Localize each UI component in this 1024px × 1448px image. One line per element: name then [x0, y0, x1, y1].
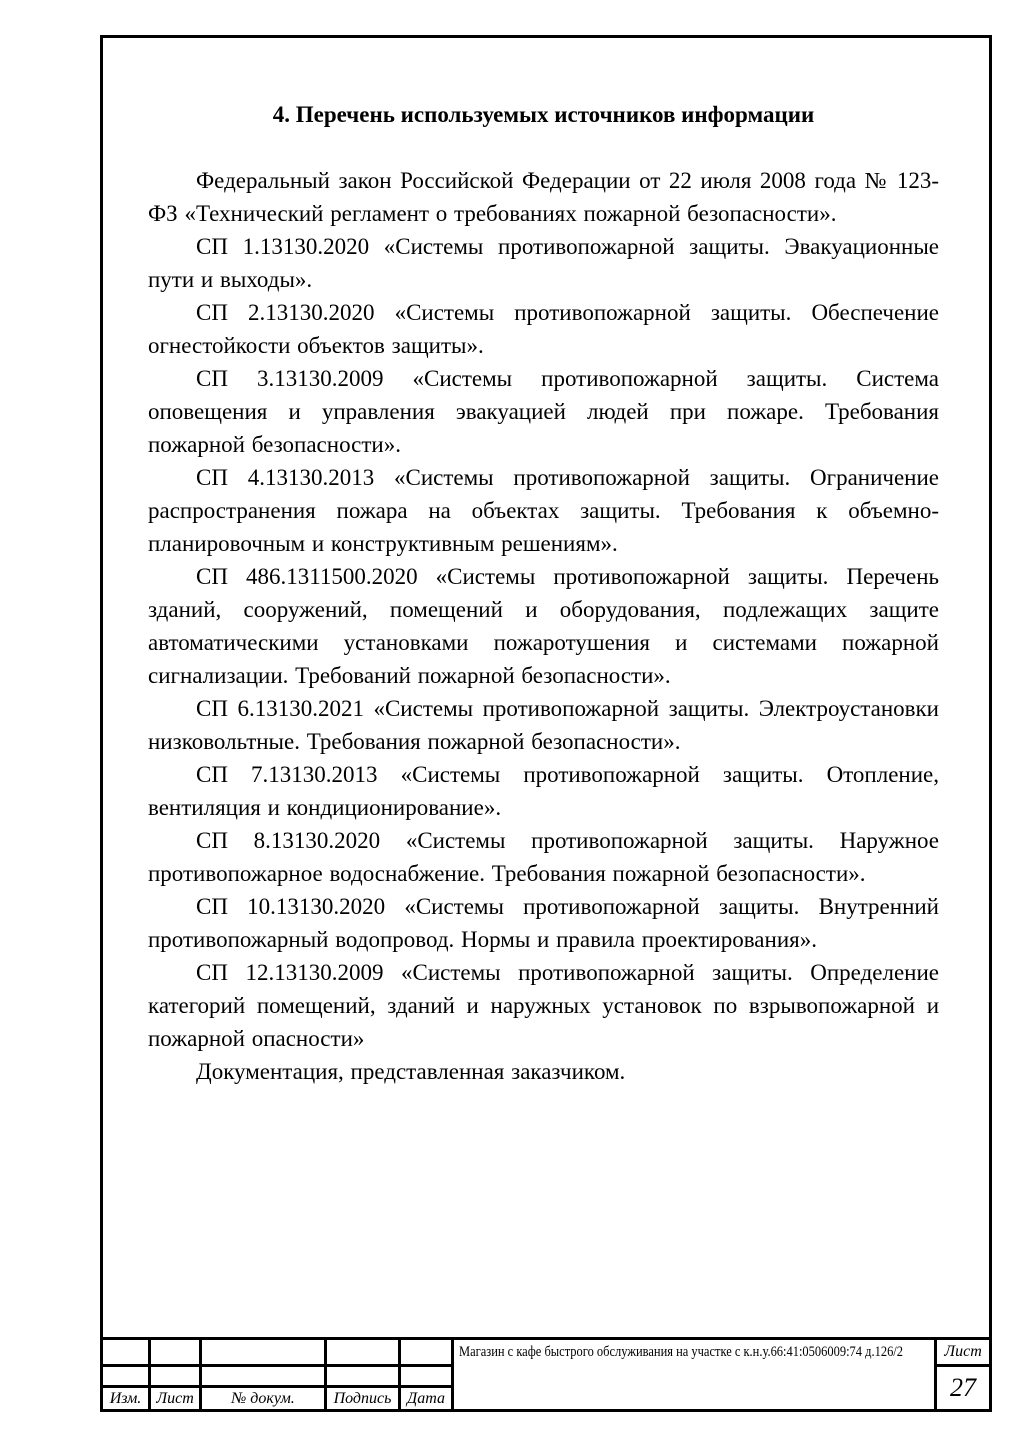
- reference-paragraph: СП 6.13130.2021 «Системы противопожарной защиты. Электроустановки низковольтные. Требования пожарной безопасности».: [148, 696, 939, 754]
- document-body: [148, 98, 939, 1088]
- reference-paragraph: Федеральный закон Российской Федерации от 22 июля 2008 года № 123-ФЗ «Технический регламент о требованиях пожарной безопасности».: [148, 168, 939, 226]
- section-title: 4. Перечень используемых источников информации: [272, 102, 815, 127]
- titleblock-empty-cell: [151, 1367, 199, 1385]
- reference-paragraph: СП 7.13130.2013 «Системы противопожарной защиты. Отопление, вентиляция и кондиционирование».: [148, 762, 939, 820]
- sheet-label-cell: Лист: [937, 1340, 989, 1364]
- project-name-cell: [454, 1340, 934, 1409]
- reference-paragraph: СП 486.1311500.2020 «Системы противопожарной защиты. Перечень зданий, сооружений, помещений и оборудования, подлежащих защите автоматическими установками пожаротушения и системами пожарной сигнализации. Требований пожарной безопасности».: [148, 564, 939, 688]
- reference-paragraph: СП 10.13130.2020 «Системы противопожарной защиты. Внутренний противопожарный водопровод. Нормы и правила проектирования».: [148, 894, 939, 952]
- reference-paragraph: СП 1.13130.2020 «Системы противопожарной защиты. Эвакуационные пути и выходы».: [148, 234, 939, 292]
- titleblock-empty-cell: [202, 1367, 324, 1385]
- column-header-podpis: Подпись: [327, 1388, 398, 1409]
- sheet-number: 27: [937, 1367, 989, 1409]
- references-list: [148, 164, 939, 1088]
- reference-paragraph: Документация, представленная заказчиком.: [196, 1059, 626, 1084]
- titleblock-empty-cell: [103, 1367, 148, 1385]
- titleblock-empty-cell: [327, 1340, 398, 1364]
- project-name-text: Магазин с кафе быстрого обслуживания на участке с к.н.у.66:41:0506009:74 д.126/2: [459, 1344, 904, 1360]
- titleblock-empty-cell: [151, 1340, 199, 1364]
- titleblock-empty-cell: [327, 1367, 398, 1385]
- titleblock-empty-cell: [401, 1367, 451, 1385]
- column-header-data: Дата: [401, 1388, 451, 1409]
- column-header-list: Лист: [151, 1388, 199, 1409]
- titleblock-empty-cell: [202, 1340, 324, 1364]
- reference-paragraph: СП 12.13130.2009 «Системы противопожарной защиты. Определение категорий помещений, зданий и наружных установок по взрывопожарной и пожарной опасности»: [148, 960, 939, 1051]
- column-header-docnum: № докум.: [202, 1388, 324, 1409]
- column-header-izm: Изм.: [103, 1388, 148, 1409]
- titleblock-empty-cell: [401, 1340, 451, 1364]
- reference-paragraph: СП 2.13130.2020 «Системы противопожарной защиты. Обеспечение огнестойкости объектов защиты».: [148, 300, 939, 358]
- title-block: [103, 1337, 989, 1409]
- reference-paragraph: СП 3.13130.2009 «Системы противопожарной защиты. Система оповещения и управления эвакуацией людей при пожаре. Требования пожарной безопасности».: [148, 366, 939, 457]
- titleblock-empty-cell: [103, 1340, 148, 1364]
- page-frame: [100, 35, 992, 1412]
- reference-paragraph: СП 4.13130.2013 «Системы противопожарной защиты. Ограничение распространения пожара на объектах защиты. Требования к объемно-планировочным и конструктивным решениям».: [148, 465, 939, 556]
- reference-paragraph: СП 8.13130.2020 «Системы противопожарной защиты. Наружное противопожарное водоснабжение. Требования пожарной безопасности».: [148, 828, 939, 886]
